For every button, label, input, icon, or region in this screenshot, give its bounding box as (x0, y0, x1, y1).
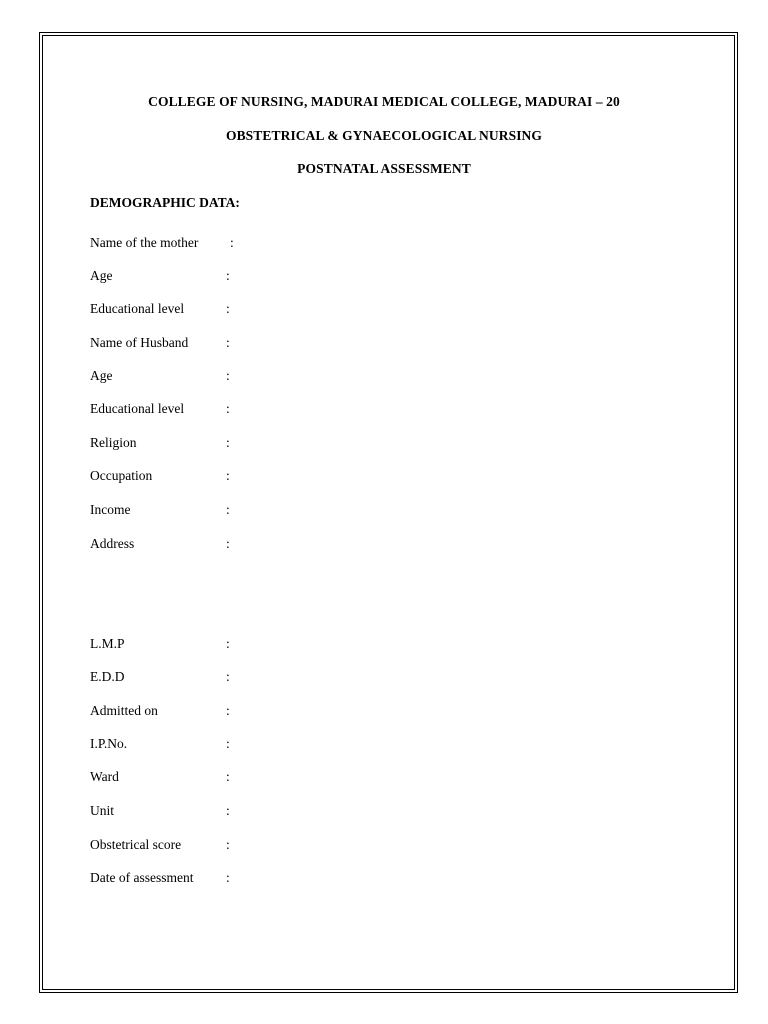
field-separator: : (226, 502, 230, 517)
field-label: Educational level (90, 401, 185, 416)
field-label: Age (90, 368, 113, 383)
field-label: I.P.No. (90, 736, 128, 751)
field-separator: : (226, 401, 230, 416)
form-title: POSTNATAL ASSESSMENT (297, 161, 471, 176)
field-separator: : (226, 335, 230, 350)
field-label: Admitted on (90, 703, 158, 718)
field-label: Income (90, 502, 131, 517)
field-label: Address (90, 536, 135, 551)
department-title: OBSTETRICAL & GYNAECOLOGICAL NURSING (225, 128, 543, 143)
field-separator: : (226, 669, 230, 684)
field-separator: : (226, 636, 230, 651)
field-label: Obstetrical score (90, 837, 182, 852)
field-separator: : (226, 769, 230, 784)
field-label: Occupation (90, 468, 153, 483)
field-separator: : (226, 301, 230, 316)
field-separator: : (226, 736, 230, 751)
field-label: Date of assessment (90, 870, 194, 885)
field-separator: : (226, 435, 230, 450)
field-label: Educational level (90, 301, 185, 316)
field-label: L.M.P (90, 636, 125, 651)
field-separator: : (226, 870, 230, 885)
field-label: Religion (90, 435, 137, 450)
field-separator: : (230, 235, 234, 250)
field-label: E.D.D (90, 669, 125, 684)
field-separator: : (226, 803, 230, 818)
field-separator: : (226, 268, 230, 283)
field-separator: : (226, 468, 230, 483)
field-label: Name of Husband (90, 335, 189, 350)
field-separator: : (226, 368, 230, 383)
field-label: Unit (90, 803, 115, 818)
field-separator: : (226, 837, 230, 852)
section-title-demographic: DEMOGRAPHIC DATA: (90, 195, 240, 210)
field-label: Ward (90, 769, 119, 784)
field-separator: : (226, 536, 230, 551)
college-title: COLLEGE OF NURSING, MADURAI MEDICAL COLLEGE, MADURAI – 20 (148, 94, 620, 109)
field-separator: : (226, 703, 230, 718)
field-label: Name of the mother (90, 235, 199, 250)
field-label: Age (90, 268, 113, 283)
